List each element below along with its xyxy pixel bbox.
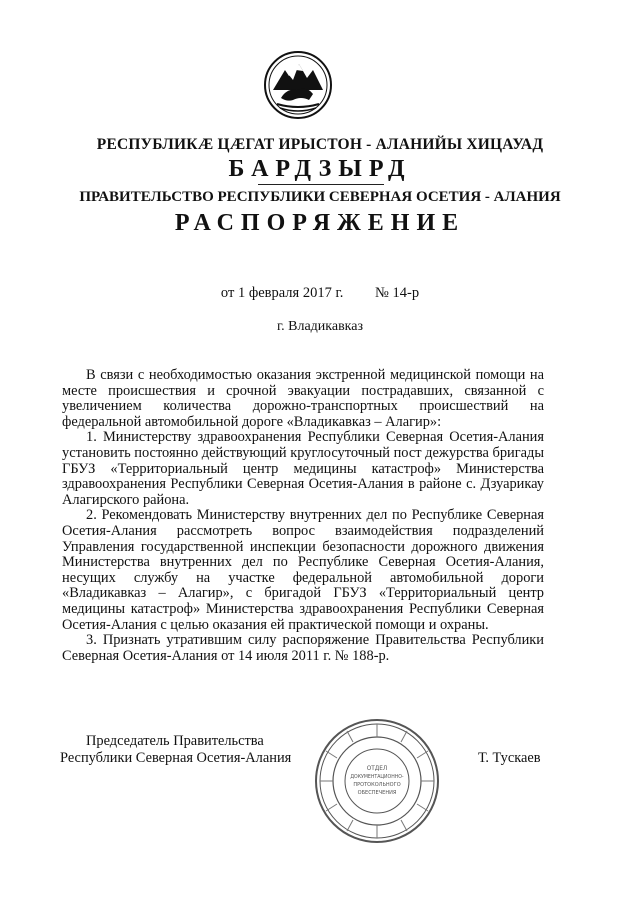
seal-text-line-1: ОТДЕЛ (366, 764, 388, 772)
signatory-name: Т. Тускаев (478, 750, 541, 766)
paragraph-item-2: 2. Рекомендовать Министерству внутренних дел по Республике Северная Осетия-Алания рассмотреть вопрос взаимодействия подразделений Управления государственной инспекции безопасности дорожного движения Министерства внутренних дел по Республике Северная Осетия-Алания, несущих службу на участке федеральной автомобильной дороги «Владикавказ – Алагир», с бригадой ГБУЗ «Территориальный центр медицины катастроф» Министерства здравоохранения Республики Северная Осетия-Алания с целью оказания ей практической помощи и охраны. (62, 507, 544, 633)
russian-document-title: РАСПОРЯЖЕНИЕ (174, 210, 466, 236)
title-underline (258, 184, 384, 185)
ossetian-government-line: РЕСПУБЛИКÆ ЦÆГАТ ИРЫСТОН - АЛАНИЙЫ ХИЦАУАД (96, 136, 544, 153)
seal-text-line-4: ОБЕСПЕЧЕНИЯ (357, 790, 397, 796)
seal-text-line-3: ПРОТОКОЛЬНОГО (353, 782, 401, 788)
paragraph-item-3: 3. Признать утратившим силу распоряжение Правительства Республики Северная Осетия-Алания от 14 июля 2011 г. № 188-р. (62, 632, 544, 664)
seal-text-line-2: ДОКУМЕНТАЦИОННО- (350, 774, 404, 780)
signatory-position-line2: Республики Северная Осетия-Алания (60, 750, 292, 766)
paragraph-preamble: В связи с необходимостью оказания экстренной медицинской помощи на месте происшествия и срочной эвакуации пострадавших, связанной с увеличением количества дорожно-транспортных происшествий на федеральной автомобильной дороге «Владикавказ – Алагир»: (62, 367, 544, 430)
signatory-position-line1: Председатель Правительства (86, 733, 264, 749)
document-city: г. Владикавказ (276, 319, 364, 334)
document-number: № 14-р (375, 285, 420, 301)
ossetian-document-title: БАРДЗЫРД (228, 156, 412, 182)
document-body (62, 368, 544, 664)
date-line (0, 285, 640, 302)
paragraph-item-1: 1. Министерству здравоохранения Республики Северная Осетия-Алания установить постоянно действующий круглосуточный пост дежурства бригады ГБУЗ «Территориальный центр медицины катастроф» Министерства здравоохранения Республики Северная Осетия-Алания в районе с. Дзуарикау Алагирского района. (62, 429, 544, 508)
coat-of-arms-icon (263, 50, 333, 120)
document-date: от 1 февраля 2017 г. (220, 285, 344, 301)
official-seal-icon (313, 717, 441, 845)
russian-government-line: ПРАВИТЕЛЬСТВО РЕСПУБЛИКИ СЕВЕРНАЯ ОСЕТИЯ - АЛАНИЯ (79, 189, 561, 205)
signatory-position (60, 733, 340, 767)
